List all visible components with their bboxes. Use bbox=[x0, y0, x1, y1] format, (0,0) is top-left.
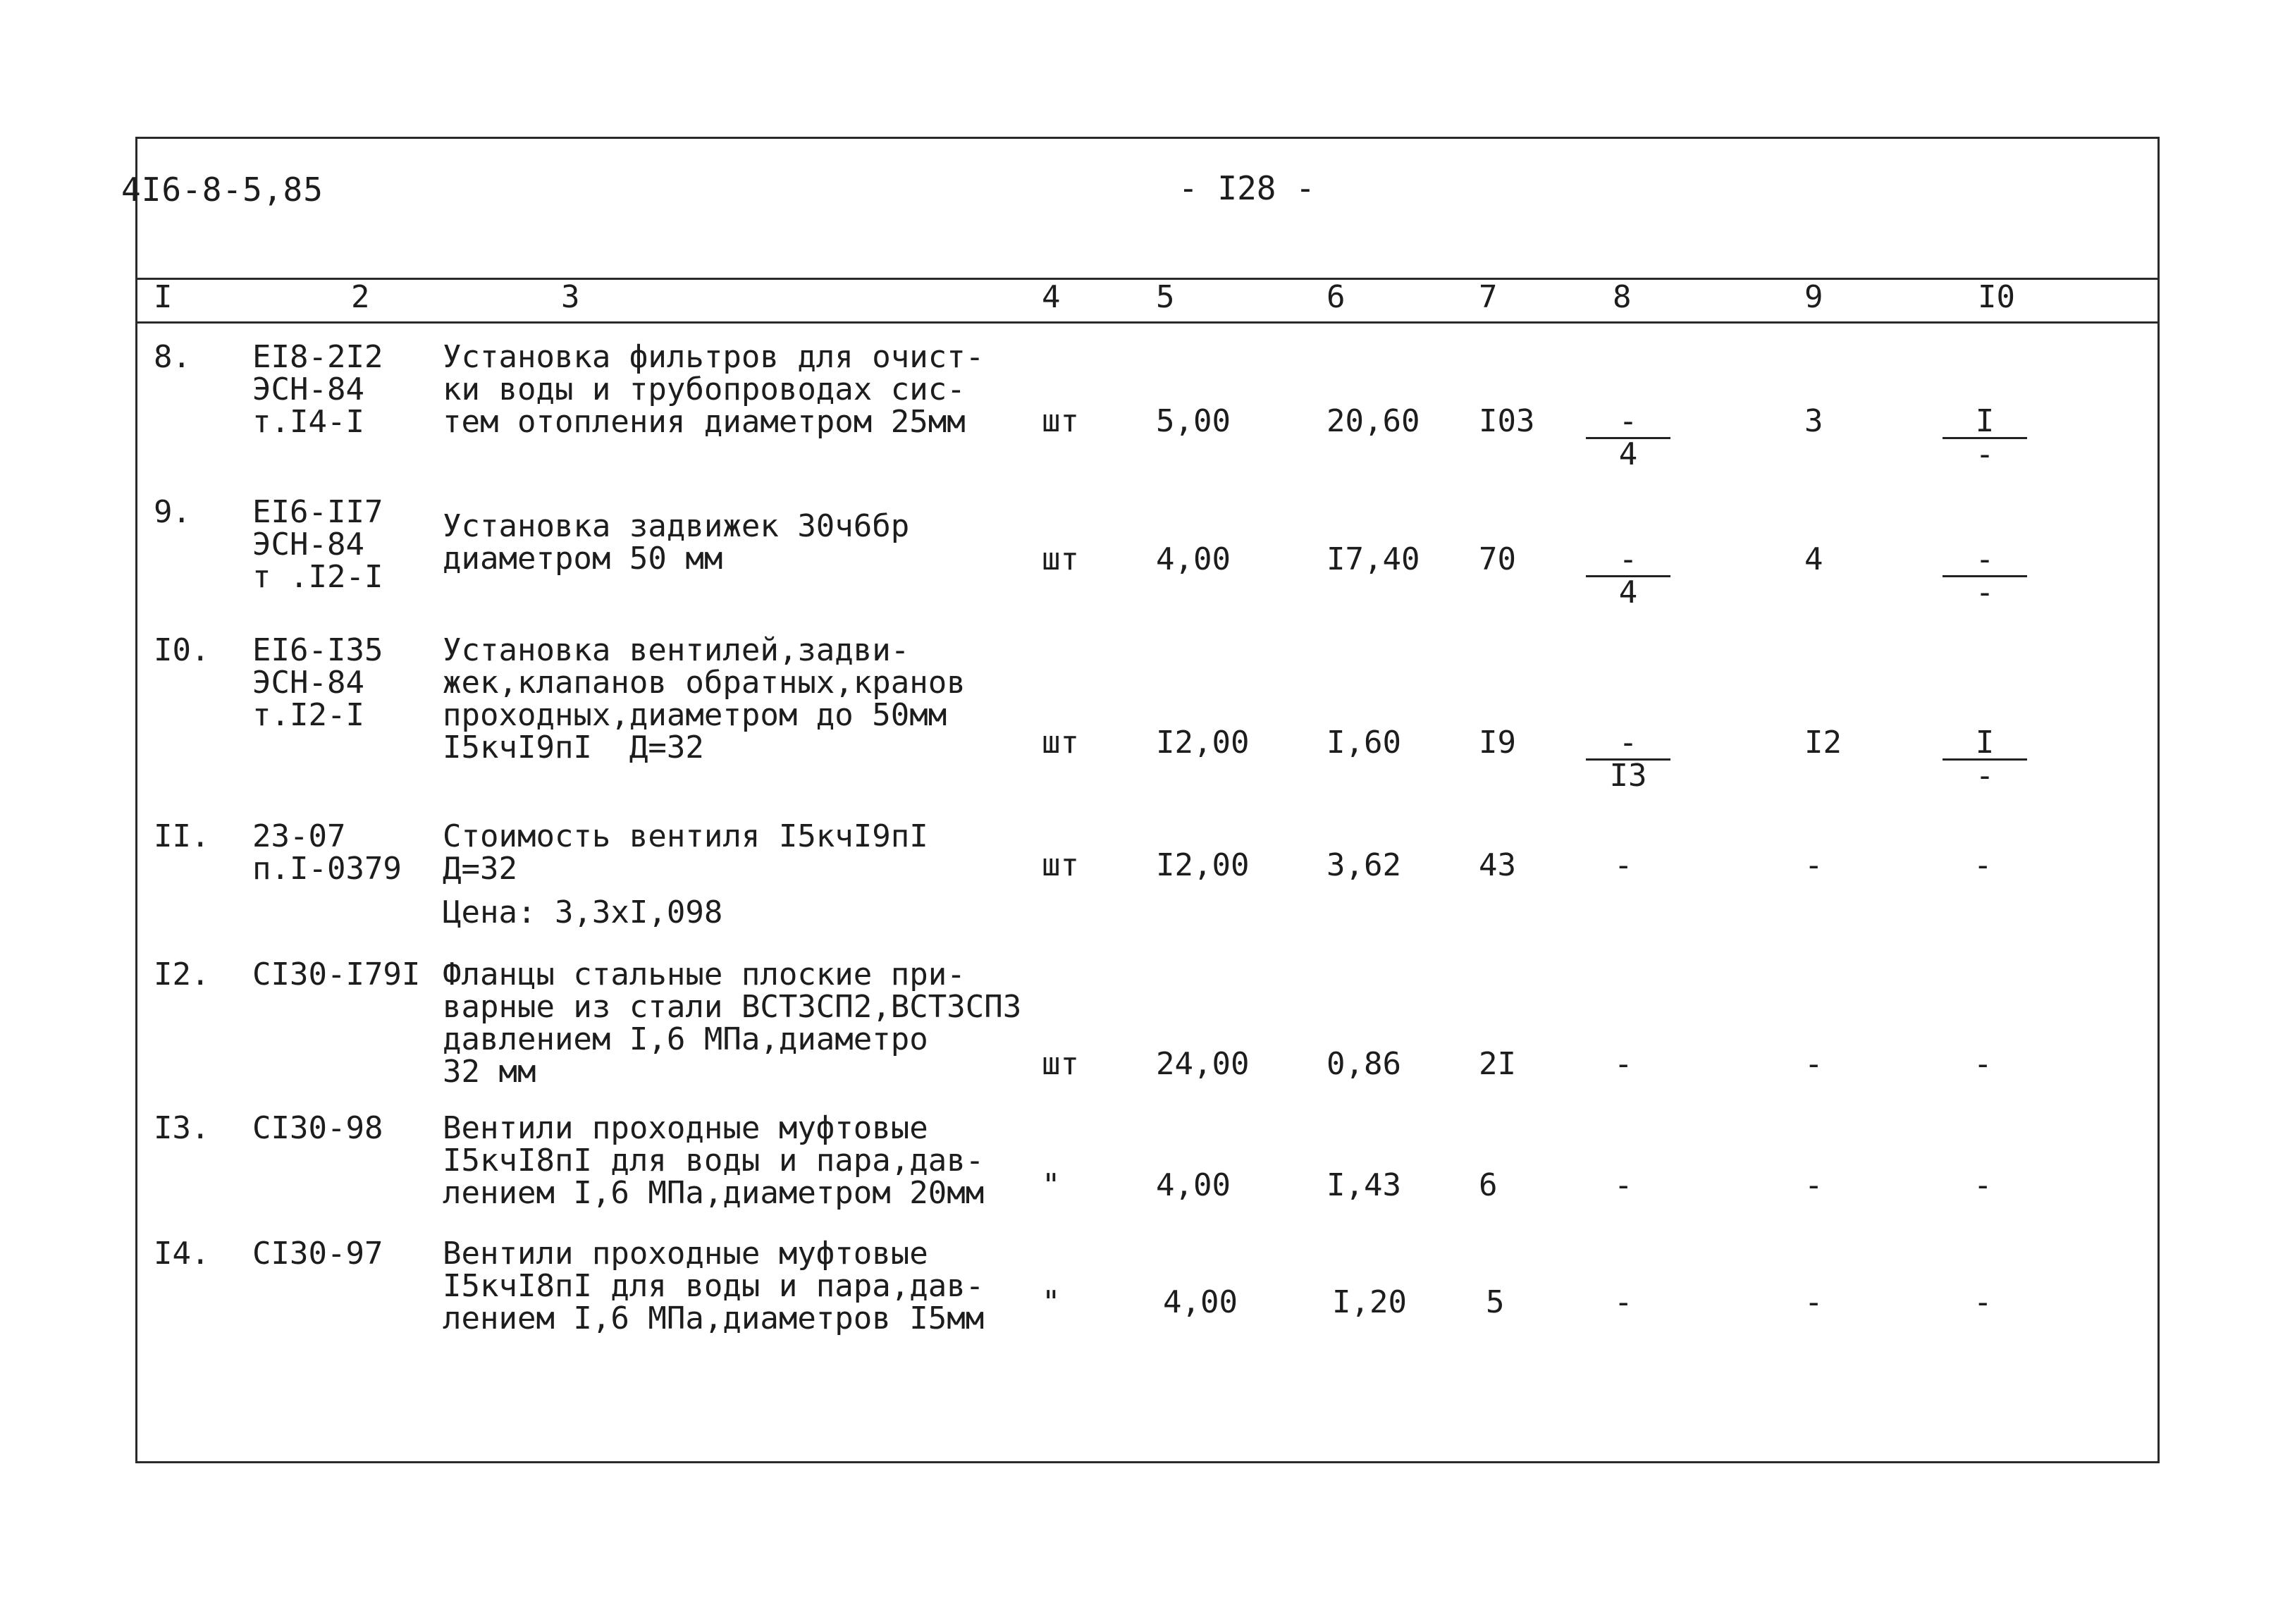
row-col9: - bbox=[1804, 847, 1823, 883]
row-number: II. bbox=[154, 818, 210, 854]
row-col10-fraction: I - bbox=[1943, 407, 2027, 469]
row-col8-fraction: - 4 bbox=[1586, 546, 1670, 607]
row-col10-fraction: I - bbox=[1943, 729, 2027, 790]
row-number: 8. bbox=[154, 339, 191, 375]
row-number: I2. bbox=[154, 956, 210, 992]
row-unit-price: 0,86 bbox=[1326, 1046, 1401, 1082]
row-quantity: I2,00 bbox=[1156, 725, 1250, 761]
table-frame bbox=[135, 137, 2160, 1463]
row-description: Установка задвижек 30ч6бр диаметром 50 мм bbox=[443, 508, 910, 577]
row-col8: - bbox=[1614, 1046, 1633, 1082]
row-description: Вентили проходные муфтовые I5кчI8пI для воды и пара,дав- лением I,6 МПа,диаметров I5мм bbox=[443, 1236, 985, 1336]
column-number-9: 9 bbox=[1804, 279, 1823, 315]
document-code: 4I6-8-5,85 bbox=[121, 171, 324, 209]
row-description: Установка вентилей,задви- жек,клапанов обратных,кранов проходных,диаметром до 50мм I5кчI9пI Д=32 bbox=[443, 632, 966, 765]
row-col10: - bbox=[1974, 1167, 1993, 1203]
column-number-2: 2 bbox=[351, 279, 370, 315]
row-total: 2I bbox=[1479, 1046, 1516, 1082]
row-unit: шт bbox=[1042, 1046, 1079, 1082]
row-quantity: 24,00 bbox=[1156, 1046, 1250, 1082]
row-col8: - bbox=[1614, 847, 1633, 883]
row-unit: шт bbox=[1042, 403, 1079, 439]
row-total: 6 bbox=[1479, 1167, 1498, 1203]
row-code: EI8-2I2 ЭСН-84 т.I4-I bbox=[252, 339, 383, 440]
row-unit: шт bbox=[1042, 541, 1079, 577]
row-number: I0. bbox=[154, 632, 210, 668]
row-quantity: 4,00 bbox=[1156, 1167, 1231, 1203]
row-description: Вентили проходные муфтовые I5кчI8пI для воды и пара,дав- лением I,6 МПа,диаметром 20мм bbox=[443, 1110, 985, 1211]
row-description: Фланцы стальные плоские при- варные из стали ВСТ3СП2,ВСТ3СП3 давлением I,6 МПа,диаметро 32 мм bbox=[443, 956, 1022, 1090]
row-description: Установка фильтров для очист- ки воды и трубопроводах сис- тем отопления диаметром 25мм bbox=[443, 339, 985, 440]
row-unit-price: 20,60 bbox=[1326, 403, 1420, 439]
row-quantity: 4,00 bbox=[1156, 541, 1231, 577]
row-unit: шт bbox=[1042, 725, 1079, 761]
header-rule-top bbox=[135, 278, 2160, 280]
row-col8: - bbox=[1614, 1167, 1633, 1203]
row-unit-price: I,20 bbox=[1332, 1284, 1407, 1320]
row-col10: - bbox=[1974, 847, 1993, 883]
row-total: 70 bbox=[1479, 541, 1516, 577]
row-description: Стоимость вентиля I5кчI9пI Д=32 bbox=[443, 818, 928, 887]
row-number: I3. bbox=[154, 1110, 210, 1146]
row-code: 23-07 п.I-0379 bbox=[252, 818, 402, 887]
row-number: I4. bbox=[154, 1236, 210, 1272]
column-number-10: I0 bbox=[1978, 279, 2015, 315]
row-quantity: I2,00 bbox=[1156, 847, 1250, 883]
row-col10-fraction: - - bbox=[1943, 546, 2027, 607]
row-code: CI30-I79I bbox=[252, 956, 421, 992]
column-number-8: 8 bbox=[1613, 279, 1632, 315]
row-unit: шт bbox=[1042, 847, 1079, 883]
row-number: 9. bbox=[154, 494, 191, 530]
row-col8: - bbox=[1614, 1284, 1633, 1320]
column-number-4: 4 bbox=[1042, 279, 1061, 315]
column-number-5: 5 bbox=[1156, 279, 1175, 315]
row-total: I9 bbox=[1479, 725, 1516, 761]
row-code: CI30-97 bbox=[252, 1236, 383, 1272]
row-col9: 4 bbox=[1804, 541, 1823, 577]
page-number: - I28 - bbox=[1178, 169, 1315, 207]
row-col9: 3 bbox=[1804, 403, 1823, 439]
column-number-7: 7 bbox=[1479, 279, 1498, 315]
row-col8-fraction: - 4 bbox=[1586, 407, 1670, 469]
row-unit-price: 3,62 bbox=[1326, 847, 1401, 883]
row-total: 43 bbox=[1479, 847, 1516, 883]
header-rule-bottom bbox=[135, 321, 2160, 324]
row-col9: - bbox=[1804, 1284, 1823, 1320]
row-unit-price: I7,40 bbox=[1326, 541, 1420, 577]
row-col9: - bbox=[1804, 1167, 1823, 1203]
row-total: I03 bbox=[1479, 403, 1535, 439]
column-number-1: I bbox=[154, 279, 173, 315]
row-quantity: 5,00 bbox=[1156, 403, 1231, 439]
row-col8-fraction: - I3 bbox=[1586, 729, 1670, 790]
column-number-3: 3 bbox=[561, 279, 580, 315]
row-col9: I2 bbox=[1804, 725, 1842, 761]
row-col10: - bbox=[1974, 1046, 1993, 1082]
row-price-note: Цена: 3,3хI,098 bbox=[443, 894, 723, 930]
row-unit-price: I,60 bbox=[1326, 725, 1401, 761]
row-unit: " bbox=[1042, 1167, 1061, 1203]
row-code: EI6-I35 ЭСН-84 т.I2-I bbox=[252, 632, 383, 733]
row-col9: - bbox=[1804, 1046, 1823, 1082]
row-total: 5 bbox=[1486, 1284, 1505, 1320]
row-code: CI30-98 bbox=[252, 1110, 383, 1146]
row-unit-price: I,43 bbox=[1326, 1167, 1401, 1203]
row-quantity: 4,00 bbox=[1163, 1284, 1238, 1320]
column-number-6: 6 bbox=[1326, 279, 1346, 315]
row-code: EI6-II7 ЭСН-84 т .I2-I bbox=[252, 494, 383, 595]
row-col10: - bbox=[1974, 1284, 1993, 1320]
row-unit: " bbox=[1042, 1284, 1061, 1320]
